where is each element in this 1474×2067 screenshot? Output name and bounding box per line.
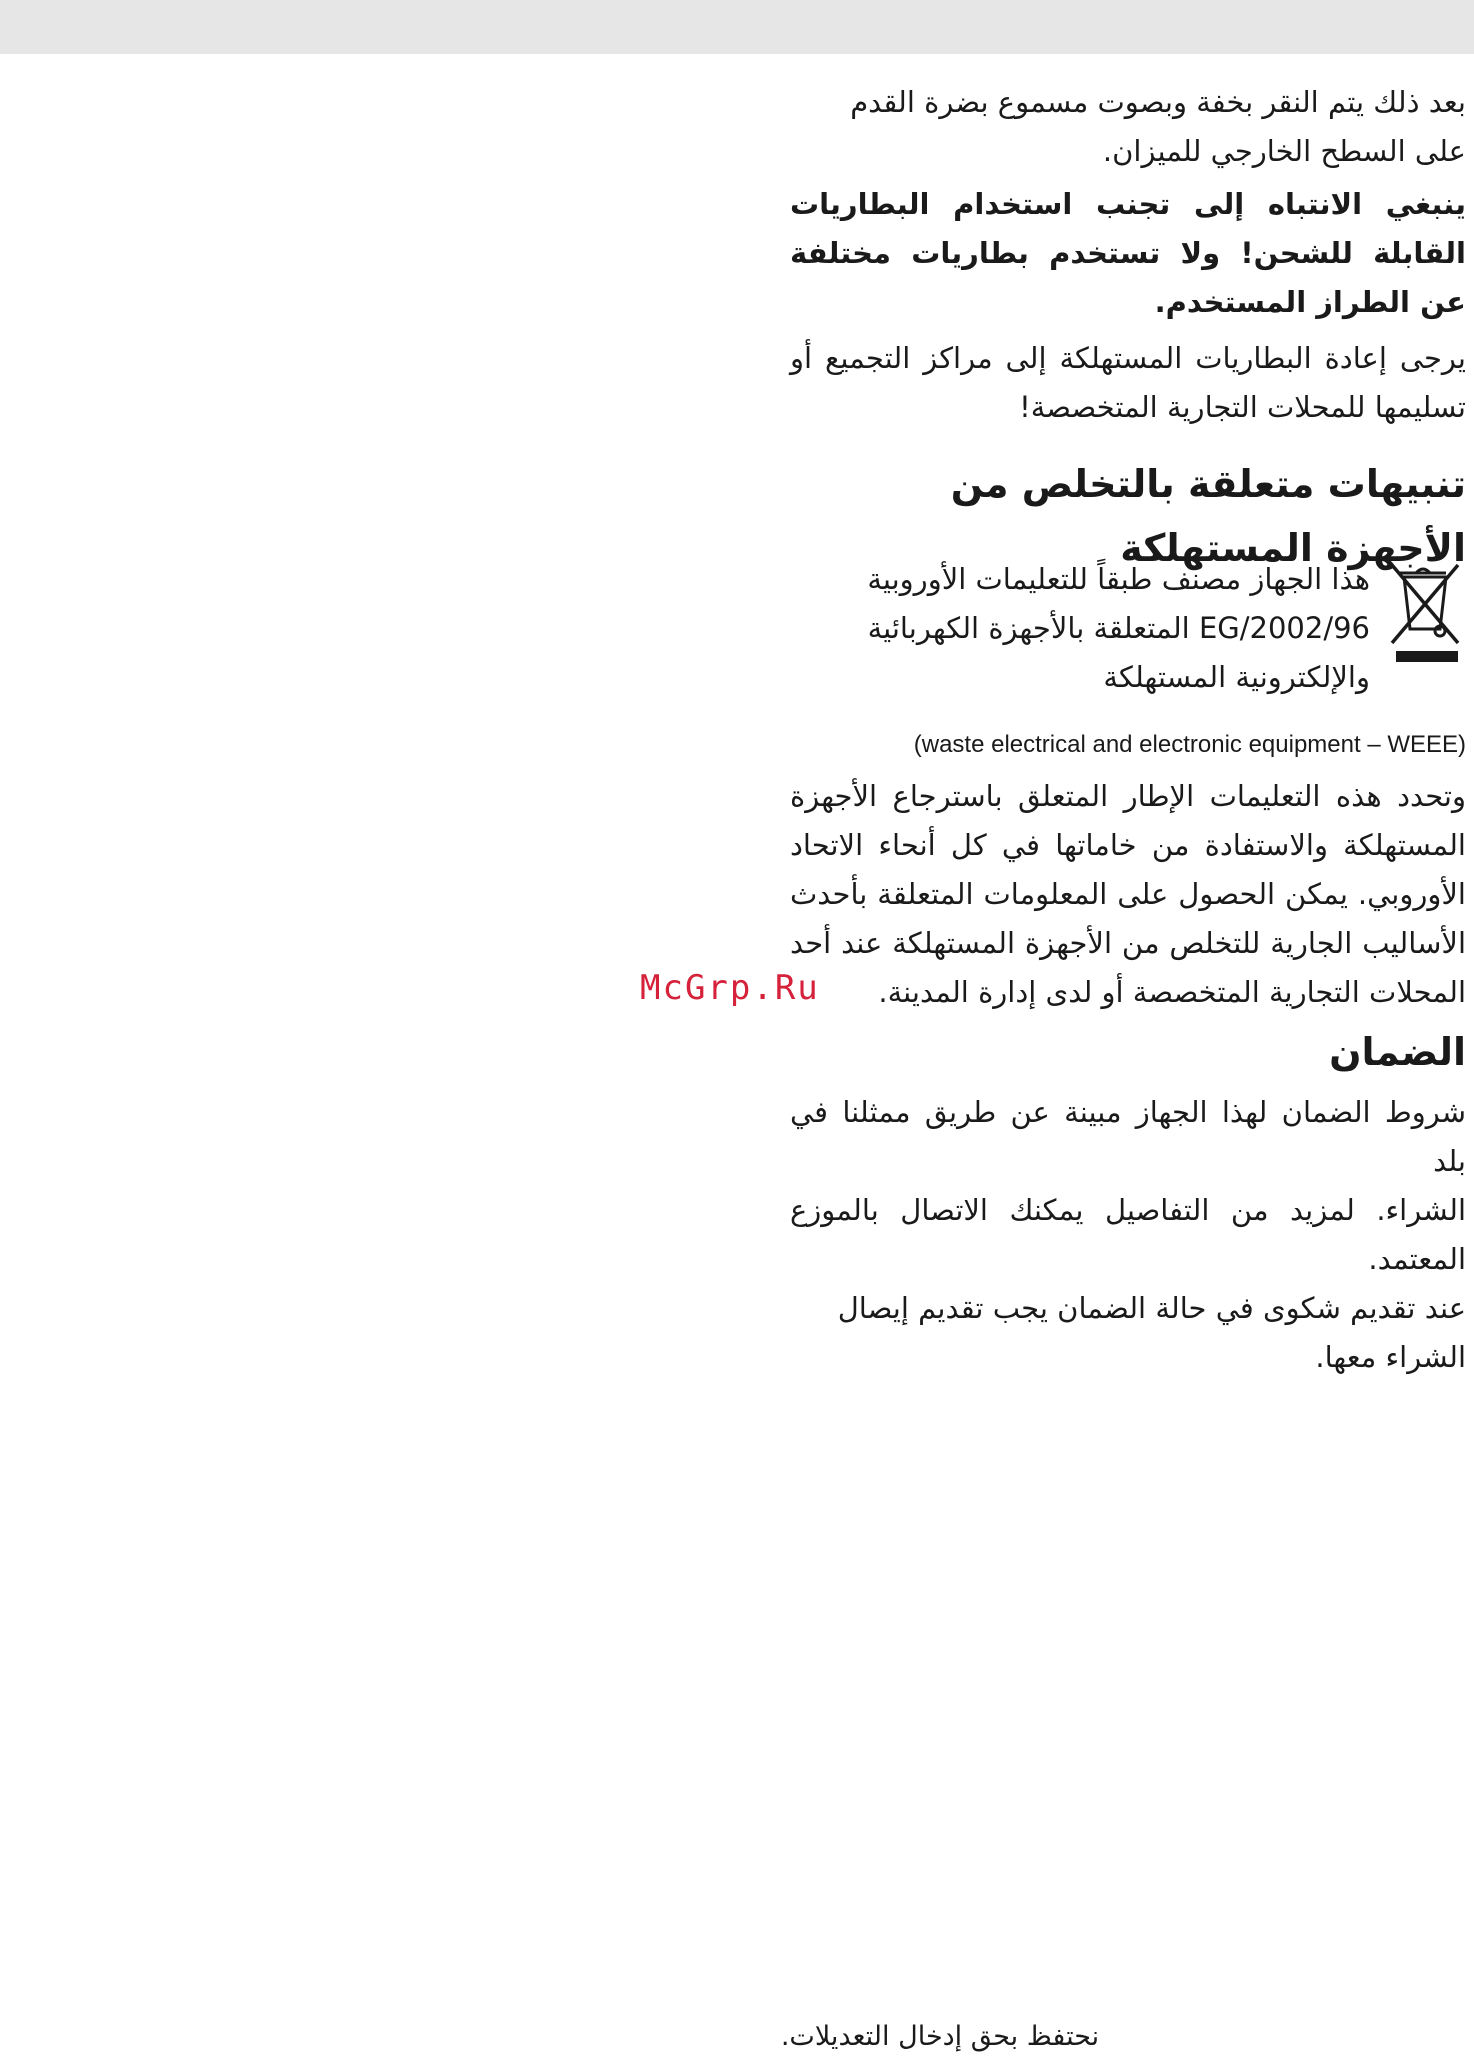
weee-notice [790,555,1466,705]
warranty-text [790,1088,1466,1382]
weee-line-1: هذا الجهاز مصنف طبقاً للتعليمات الأوروبية [867,562,1370,596]
disposal-heading-line-2: الأجهزة المستهلكة [1120,526,1466,570]
intro-paragraph [790,78,1466,176]
weee-text [790,555,1370,702]
warranty-line-2: الشراء. لمزيد من التفاصيل يمكنك الاتصال بالموزع المعتمد. [790,1193,1466,1276]
disposal-body-text: وتحدد هذه التعليمات الإطار المتعلق باسترجاع الأجهزة المستهلكة والاستفادة من خاماتها في كل أنحاء الاتحاد الأوروبي. يمكن الحصول على المعلومات المتعلقة بأحدث الأساليب الجارية للتخلص من الأجهزة المستهلكة عند أحد المحلات التجارية المتخصصة أو لدى إدارة المدينة. [790,779,1466,1009]
disposal-heading-line-1: تنبيهات متعلقة بالتخلص من [950,462,1466,506]
weee-line-2: 2002/96/EG المتعلقة بالأجهزة الكهربائية [867,611,1370,645]
battery-recycling-text: يرجى إعادة البطاريات المستهلكة إلى مراكز التجميع أو تسليمها للمحلات التجارية المتخصصة! [790,341,1466,424]
weee-english-line: (waste electrical and electronic equipment – WEEE) [913,731,1466,758]
warranty-heading-block [790,1020,1466,1084]
warranty-line-4: الشراء معها. [1315,1340,1466,1374]
intro-line-2: على السطح الخارجي للميزان. [1102,134,1466,168]
intro-line-1: بعد ذلك يتم النقر بخفة وبصوت مسموع بضرة القدم [850,85,1466,119]
warranty-line-1: شروط الضمان لهذا الجهاز مبينة عن طريق ممثلنا في بلد [790,1095,1466,1178]
weee-line-3: والإلكترونية المستهلكة [1103,660,1370,694]
battery-recycling [790,334,1466,432]
footer-note: نحتفظ بحق إدخال التعديلات. [780,2021,1100,2052]
battery-warning-text: ينبغي الانتباه إلى تجنب استخدام البطاريات القابلة للشحن! ولا تستخدم بطاريات مختلفة عن الطراز المستخدم. [790,187,1466,319]
watermark: McGrp.Ru [640,968,820,1008]
disposal-body [790,772,1466,1017]
warranty-line-3: عند تقديم شكوى في حالة الضمان يجب تقديم إيصال [837,1291,1466,1325]
crossed-out-bin-icon [1386,559,1466,665]
battery-warning [790,180,1466,327]
warranty-heading: الضمان [1329,1030,1466,1074]
top-header-bar [0,0,1474,54]
